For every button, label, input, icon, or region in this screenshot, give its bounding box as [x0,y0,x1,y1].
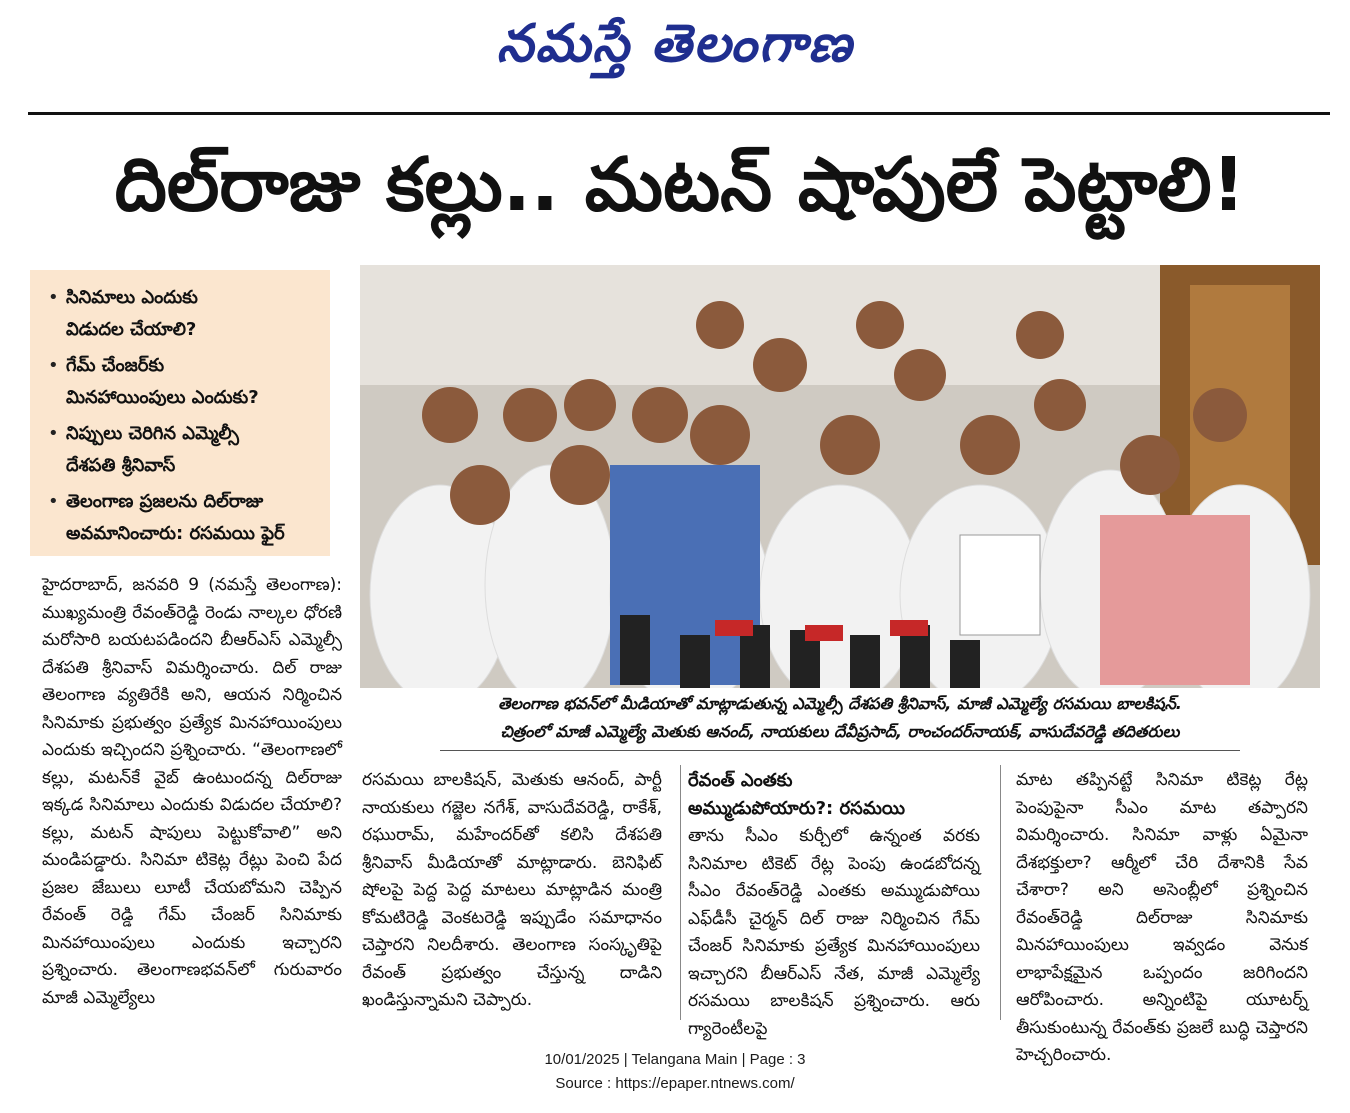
column-divider [680,765,681,1020]
bullet-icon: • [48,287,59,308]
highlight-item [48,282,320,346]
highlight-line: మినహాయింపులు ఎందుకు? [66,387,259,408]
column-text: తాను సీఎం కుర్చీలో ఉన్నంత వరకు సినిమాల టికెట్ రేట్ల పెంపు ఉండబోదన్న సీఎం రేవంత్‌రెడ్డి ఎంతకు అమ్ముడుపోయి ఎఫ్‌డీసీ చైర్మన్ దిల్ రాజు నిర్మించిన గేమ్ చేంజర్ సినిమాకు ప్రత్యేక మినహాయింపులు ఇచ్చారని బీఆర్‌ఎస్ నేత, మాజీ ఎమ్మెల్యే రసమయి బాలకిషన్ ప్రశ్నించారు. ఆరు గ్యారెంటీలపై [688,826,980,1039]
bullet-icon: • [48,355,59,376]
divider [440,750,1240,751]
highlight-item [48,418,320,482]
masthead-logo: నమస్తే తెలంగాణ [496,13,854,74]
press-conference-photo [360,265,1320,688]
article-column-3 [688,767,980,1043]
highlight-line: అవమానించారు: రసమయి ఫైర్ [66,523,285,544]
highlight-line: విడుదల చేయాలి? [66,319,197,340]
footer-source-line: Source : https://epaper.ntnews.com/ [555,1075,795,1092]
highlight-item [48,486,320,550]
highlight-line: నిప్పులు చెరిగిన ఎమ్మెల్సీ [66,423,239,444]
photo-caption [360,690,1320,750]
headline: దిల్‌రాజు కల్లు.. మటన్ షాపులే పెట్టాలి! [114,142,1246,228]
footer-date-line: 10/01/2025 | Telangana Main | Page : 3 [544,1051,806,1068]
photo-illustration [360,265,1320,688]
highlight-item [48,350,320,414]
highlight-line: గేమ్ చేంజర్‌కు [66,355,165,376]
subheading: రేవంత్ ఎంతకు [688,770,793,791]
bullet-icon: • [48,491,59,512]
bullet-icon: • [48,423,59,444]
page-footer [0,1048,1350,1096]
subheading: అమ్ముడుపోయారు?: రసమయి [688,798,906,819]
highlight-line: తెలంగాణ ప్రజలను దిల్‌రాజు [66,491,264,512]
caption-line: చిత్రంలో మాజీ ఎమ్మెల్యే మెతుకు ఆనంద్, నాయకులు దేవీప్రసాద్, రాంచందర్‌నాయక్, వాసుదేవరెడ్డి తదితరులు [500,722,1180,741]
divider [28,112,1330,115]
caption-line: తెలంగాణ భవన్‌లో మీడియాతో మాట్లాడుతున్న ఎమ్మెల్సీ దేశపతి శ్రీనివాస్, మాజీ ఎమ్మెల్యే రసమయి బాలకిషన్. [498,694,1182,713]
article-column-1: హైదరాబాద్, జనవరి 9 (నమస్తే తెలంగాణ): ముఖ్యమంత్రి రేవంత్‌రెడ్డి రెండు నాల్కల ధోరణి మరోసారి బయటపడిందని బీఆర్‌ఎస్ ఎమ్మెల్సీ దేశపతి శ్రీనివాస్ విమర్శించారు. దిల్ రాజు తెలంగాణ వ్యతిరేకి అని, ఆయన నిర్మించిన సినిమాకు ప్రభుత్వం ప్రత్యేక మినహాయింపులు ఎందుకు ఇచ్చిందని ప్రశ్నించారు. “తెలంగాణలో కల్లు, మటన్‌కే వైబ్ ఉంటుందన్న దిల్‌రాజు ఇక్కడ సినిమాలు ఎందుకు విడుదల చేయాలి? కల్లు, మటన్ షాపులు పెట్టుకోవాలి” అని మండిపడ్డారు. సినిమా టికెట్ల రేట్లు పెంచి పేద ప్రజల జేబులు లూటీ చేయబోమని చెప్పిన రేవంత్ రెడ్డి గేమ్ చేంజర్ సినిమాకు మినహాయింపులు ఎందుకు ఇచ్చారని ప్రశ్నించారు. తెలంగాణభవన్‌లో గురువారం మాజీ ఎమ్మెల్యేలు [42,575,342,1008]
highlight-line: సినిమాలు ఎందుకు [66,287,198,308]
highlights-box [30,270,330,556]
article-column-2: రసమయి బాలకిషన్, మెతుకు ఆనంద్, పార్టీ నాయకులు గజ్జెల నగేశ్, వాసుదేవరెడ్డి, రాకేశ్, రఘురామ్, మహేందర్‌తో కలిసి దేశపతి శ్రీనివాస్ మీడియాతో మాట్లాడారు. బెనిఫిట్ షోలపై పెద్ద పెద్ద మాటలు మాట్లాడిన మంత్రి కోమటిరెడ్డి వెంకటరెడ్డి ఇప్పుడేం సమాధానం చెప్తారని నిలదీశారు. తెలంగాణ సంస్కృతిపై రేవంత్ ప్రభుత్వం చేస్తున్న దాడిని ఖండిస్తున్నామని చెప్పారు. [362,770,662,1010]
highlight-line: దేశపతి శ్రీనివాస్ [66,455,176,476]
article-column-4: మాట తప్పినట్టే సినిమా టికెట్ల రేట్ల పెంపుపైనా సీఎం మాట తప్పారని విమర్శించారు. సినిమా వాళ్లు ఏమైనా దేశభక్తులా? ఆర్మీలో చేరి దేశానికి సేవ చేశారా? అని అసెంబ్లీలో ప్రశ్నించిన రేవంత్‌రెడ్డి దిల్‌రాజు సినిమాకు మినహాయింపులు ఇవ్వడం వెనుక లాభాపేక్షమైన ఒప్పందం జరిగిందని ఆరోపించారు. అన్నింటిపై యూటర్న్ తీసుకుంటున్న రేవంత్‌కు ప్రజలే బుద్ధి చెప్తారని హెచ్చరించారు. [1016,770,1308,1065]
column-divider [1000,765,1001,1020]
